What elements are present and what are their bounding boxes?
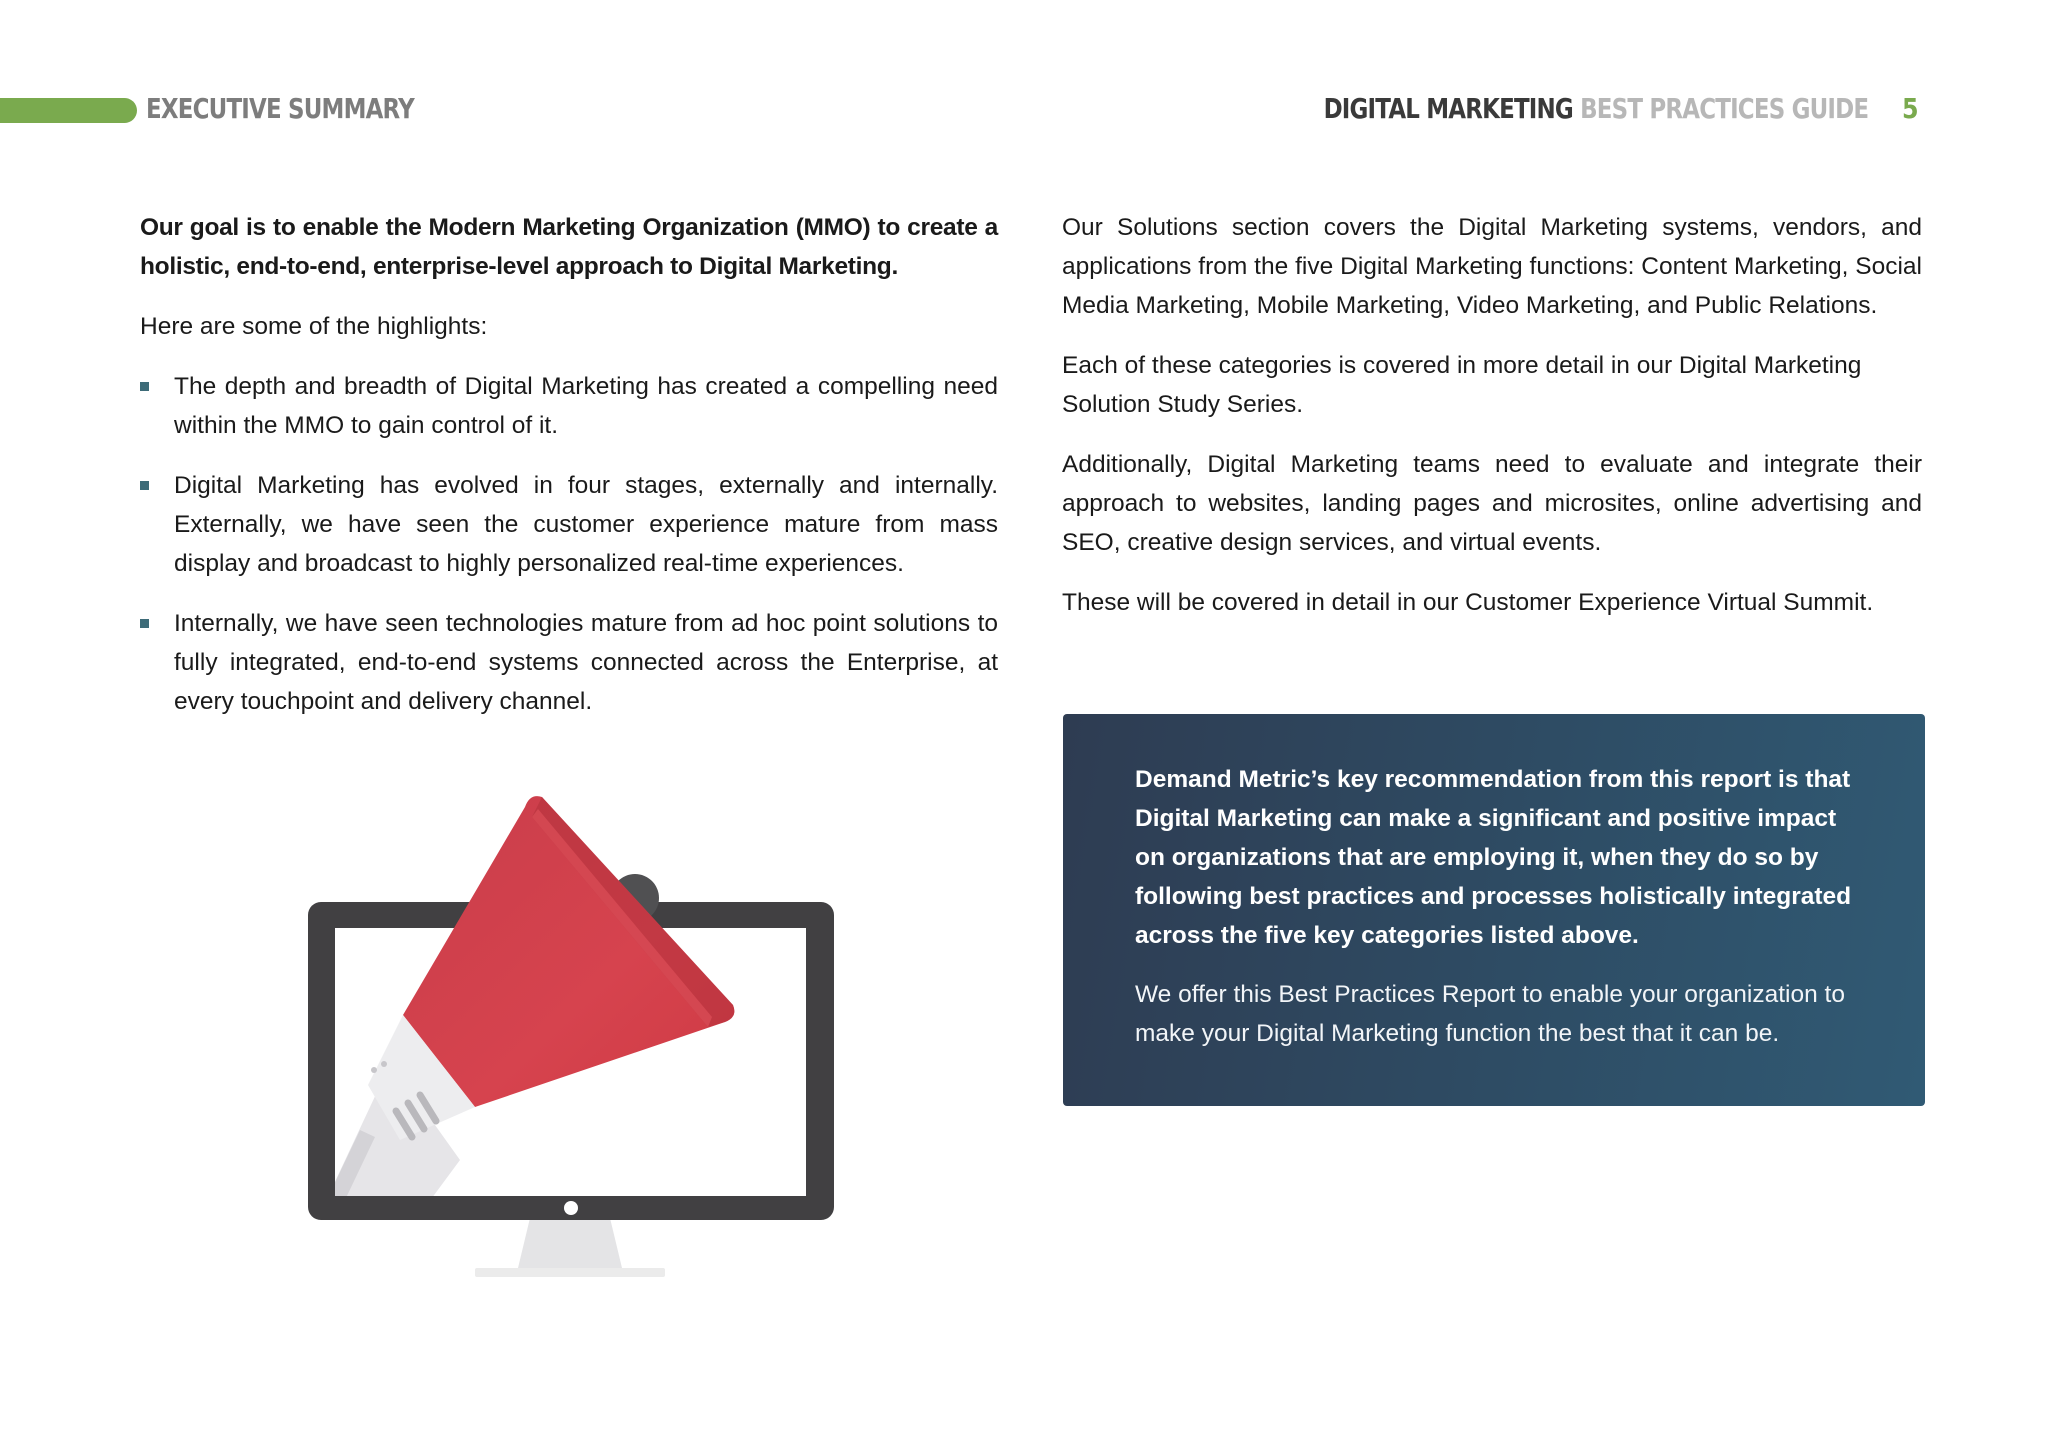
- bullet-square-icon: [140, 481, 149, 490]
- solutions-paragraph: Our Solutions section covers the Digital Marketing systems, vendors, and applications from the five Digital Marketing functions: Content Marketing, Social Media Marketing, Mobile Marketing, Video Marketing, and Public Relations.: [1062, 214, 1922, 319]
- callout-recommendation-text: Demand Metric’s key recommendation from this report is that Digital Marketing can make a significant and positive impact on organizations that are employing it, when they do so by following best practices and processes holistically integrated across the five key categories listed above.: [1135, 766, 1852, 949]
- list-item: [140, 466, 998, 583]
- list-item: [140, 604, 998, 721]
- guide-title: [1323, 92, 1868, 125]
- header-accent-bar: [0, 98, 137, 123]
- additionally-paragraph: Additionally, Digital Marketing teams need to evaluate and integrate their approach to websites, landing pages and microsites, online advertising and SEO, creative design services, and virtual events.: [1062, 451, 1922, 556]
- right-column: [1062, 208, 1922, 643]
- summit-paragraph: These will be covered in detail in our Customer Experience Virtual Summit.: [1062, 589, 1874, 616]
- recommendation-callout: [1063, 714, 1925, 1106]
- intro-paragraph: Here are some of the highlights:: [140, 313, 488, 340]
- bullet-square-icon: [140, 382, 149, 391]
- list-item: [140, 367, 998, 445]
- guide-title-light: BEST PRACTICES GUIDE: [1579, 92, 1868, 125]
- bullet-square-icon: [140, 619, 149, 628]
- monitor-stand-base: [475, 1268, 665, 1277]
- callout-offer-text: We offer this Best Practices Report to enable your organization to make your Digital Marketing function the best that it can be.: [1135, 981, 1845, 1047]
- list-item-text: Digital Marketing has evolved in four stages, externally and internally. Externally, we have seen the customer experience mature from mass display and broadcast to highly personalized real-time experiences.: [174, 472, 998, 577]
- page-number: 5: [1902, 92, 1919, 125]
- section-label: EXECUTIVE SUMMARY: [146, 92, 414, 125]
- monitor-power-dot: [564, 1201, 578, 1215]
- highlights-list: [140, 367, 998, 721]
- guide-title-strong: DIGITAL MARKETING: [1323, 92, 1573, 125]
- left-column: [140, 208, 998, 742]
- megaphone-monitor-icon: [300, 765, 840, 1285]
- list-item-text: The depth and breadth of Digital Marketing has created a compelling need within the MMO to gain control of it.: [174, 373, 998, 439]
- monitor-stand: [518, 1218, 622, 1268]
- categories-paragraph: Each of these categories is covered in more detail in our Digital Marketing Solution Study Series.: [1062, 352, 1862, 418]
- list-item-text: Internally, we have seen technologies mature from ad hoc point solutions to fully integrated, end-to-end systems connected across the Enterprise, at every touchpoint and delivery channel.: [174, 610, 998, 715]
- lead-paragraph: Our goal is to enable the Modern Marketing Organization (MMO) to create a holistic, end-to-end, enterprise-level approach to Digital Marketing.: [140, 214, 998, 280]
